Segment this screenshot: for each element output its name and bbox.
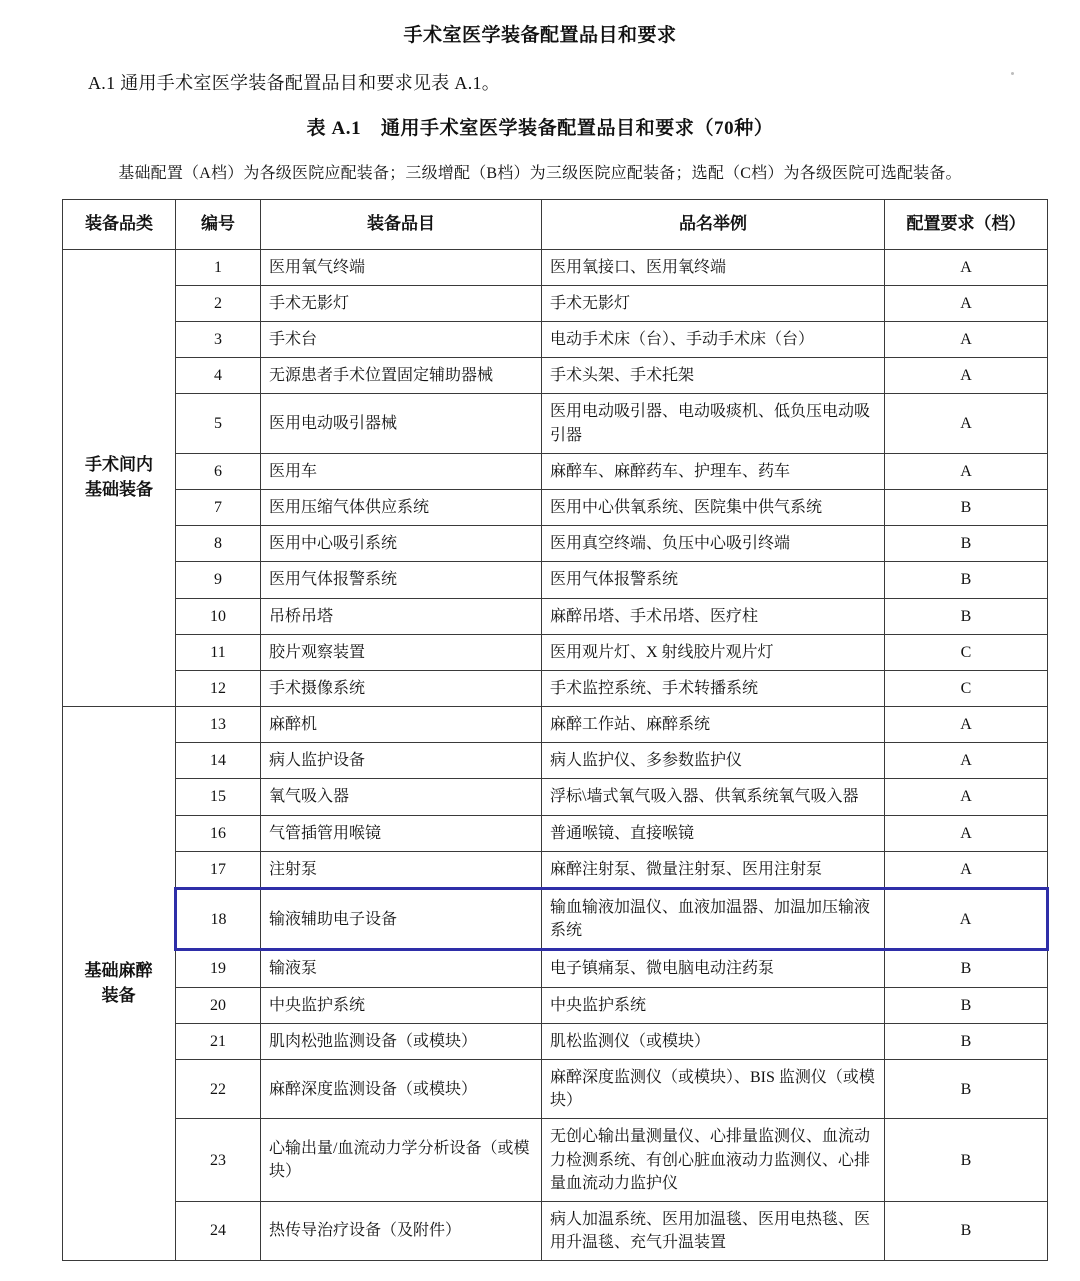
cell-number: 16 [176,815,261,851]
cell-item: 医用电动吸引器械 [261,394,542,453]
table-row [63,562,1048,598]
equipment-table [62,199,1049,1261]
cell-number: 4 [176,358,261,394]
cell-item: 吊桥吊塔 [261,598,542,634]
cell-requirement: B [885,987,1048,1023]
cell-number: 9 [176,562,261,598]
cell-requirement: A [885,707,1048,743]
table-row-highlighted [63,889,1048,950]
table-row [63,598,1048,634]
cell-example: 病人加温系统、医用加温毯、医用电热毯、医用升温毯、充气升温装置 [542,1201,885,1260]
cell-item: 注射泵 [261,851,542,888]
category-label-line2: 装备 [101,985,136,1005]
header-example: 品名举例 [542,200,885,250]
cell-number: 17 [176,851,261,888]
cell-requirement: B [885,598,1048,634]
cell-requirement: A [885,815,1048,851]
cell-item: 热传导治疗设备（及附件） [261,1201,542,1260]
cell-example: 麻醉吊塔、手术吊塔、医疗柱 [542,598,885,634]
cell-item: 中央监护系统 [261,987,542,1023]
table-header [63,200,1048,250]
table-row [63,394,1048,453]
cell-number: 18 [176,889,261,950]
cell-item: 手术台 [261,322,542,358]
cell-item: 医用中心吸引系统 [261,526,542,562]
cell-item: 输液泵 [261,950,542,987]
table-row [63,779,1048,815]
cell-example: 电动手术床（台）、手动手术床（台） [542,322,885,358]
header-item: 装备品目 [261,200,542,250]
page-dot-mark [1011,72,1014,75]
cell-requirement: B [885,526,1048,562]
cell-example: 手术头架、手术托架 [542,358,885,394]
table-row [63,815,1048,851]
cell-example: 麻醉深度监测仪（或模块）、BIS 监测仪（或模块） [542,1059,885,1118]
cell-number: 21 [176,1023,261,1059]
category-label-line2: 基础装备 [85,479,153,499]
cell-item: 医用车 [261,453,542,489]
cell-number: 13 [176,707,261,743]
cell-requirement: B [885,562,1048,598]
cell-example: 麻醉车、麻醉药车、护理车、药车 [542,453,885,489]
cell-item: 气管插管用喉镜 [261,815,542,851]
table-header-row [63,200,1048,250]
cell-example: 浮标\墙式氧气吸入器、供氧系统氧气吸入器 [542,779,885,815]
cell-item: 手术摄像系统 [261,670,542,706]
table-row [63,358,1048,394]
cell-number: 24 [176,1201,261,1260]
cell-example: 手术无影灯 [542,285,885,321]
cell-number: 10 [176,598,261,634]
cell-item: 输液辅助电子设备 [261,889,542,950]
table-row [63,670,1048,706]
table-row [63,1201,1048,1260]
table-row [63,453,1048,489]
category-cell-group-1 [63,707,176,1261]
cell-number: 12 [176,670,261,706]
cell-example: 医用观片灯、X 射线胶片观片灯 [542,634,885,670]
cell-number: 11 [176,634,261,670]
cell-number: 22 [176,1059,261,1118]
table-row [63,950,1048,987]
cell-requirement: A [885,322,1048,358]
cell-requirement: A [885,779,1048,815]
table-row [63,249,1048,285]
table-row [63,526,1048,562]
cell-number: 7 [176,489,261,525]
cell-requirement: B [885,1059,1048,1118]
header-category: 装备品类 [63,200,176,250]
table-row [63,1119,1048,1202]
clause-paragraph: A.1 通用手术室医学装备配置品目和要求见表 A.1。 [88,73,501,93]
cell-item: 麻醉机 [261,707,542,743]
category-label-line1: 手术间内 [85,455,153,475]
table-row [63,489,1048,525]
cell-requirement: B [885,1201,1048,1260]
cell-item: 无源患者手术位置固定辅助器械 [261,358,542,394]
cell-item: 心输出量/血流动力学分析设备（或模块） [261,1119,542,1202]
cell-requirement: B [885,1023,1048,1059]
table-row [63,743,1048,779]
table-row [63,285,1048,321]
cell-example: 手术监控系统、手术转播系统 [542,670,885,706]
cell-example: 电子镇痛泵、微电脑电动注药泵 [542,950,885,987]
cell-item: 医用压缩气体供应系统 [261,489,542,525]
cell-requirement: A [885,358,1048,394]
cell-number: 14 [176,743,261,779]
header-requirement: 配置要求（档） [885,200,1048,250]
cell-number: 23 [176,1119,261,1202]
cell-example: 医用电动吸引器、电动吸痰机、低负压电动吸引器 [542,394,885,453]
cell-number: 3 [176,322,261,358]
table-row [63,707,1048,743]
cell-number: 2 [176,285,261,321]
cell-requirement: A [885,851,1048,888]
cell-example: 普通喉镜、直接喉镜 [542,815,885,851]
cell-item: 氧气吸入器 [261,779,542,815]
cell-requirement: A [885,249,1048,285]
cell-requirement: B [885,489,1048,525]
cell-requirement: C [885,670,1048,706]
cell-number: 19 [176,950,261,987]
cell-requirement: C [885,634,1048,670]
cell-item: 医用气体报警系统 [261,562,542,598]
cell-item: 病人监护设备 [261,743,542,779]
cell-number: 1 [176,249,261,285]
category-cell-group-0 [63,249,176,706]
cell-number: 20 [176,987,261,1023]
cell-example: 病人监护仪、多参数监护仪 [542,743,885,779]
table-row [63,851,1048,888]
cell-example: 中央监护系统 [542,987,885,1023]
cell-example: 麻醉工作站、麻醉系统 [542,707,885,743]
cell-example: 输血输液加温仪、血液加温器、加温加压输液系统 [542,889,885,950]
cell-number: 6 [176,453,261,489]
cell-requirement: B [885,1119,1048,1202]
cell-requirement: B [885,950,1048,987]
cell-requirement: A [885,285,1048,321]
cell-requirement: A [885,889,1048,950]
cell-number: 8 [176,526,261,562]
table-row [63,1059,1048,1118]
table-row [63,322,1048,358]
cell-example: 肌松监测仪（或模块） [542,1023,885,1059]
cell-example: 医用中心供氧系统、医院集中供气系统 [542,489,885,525]
cell-item: 手术无影灯 [261,285,542,321]
cell-example: 麻醉注射泵、微量注射泵、医用注射泵 [542,851,885,888]
cell-requirement: A [885,743,1048,779]
cell-example: 医用氧接口、医用氧终端 [542,249,885,285]
cell-item: 胶片观察装置 [261,634,542,670]
cell-number: 15 [176,779,261,815]
cell-requirement: A [885,394,1048,453]
cell-item: 肌肉松弛监测设备（或模块） [261,1023,542,1059]
category-label-line1: 基础麻醉 [84,961,153,981]
table-row [63,634,1048,670]
table-caption: 表 A.1 通用手术室医学装备配置品目和要求（70种） [306,118,774,139]
cell-example: 无创心输出量测量仪、心排量监测仪、血流动力检测系统、有创心脏血液动力监测仪、心排量血流动力监护仪 [542,1119,885,1202]
cell-example: 医用气体报警系统 [542,562,885,598]
configuration-note: 基础配置（A档）为各级医院应配装备；三级增配（B档）为三级医院应配装备；选配（C档）为各级医院可选配装备。 [118,165,962,182]
cell-requirement: A [885,453,1048,489]
page-title: 手术室医学装备配置品目和要求 [403,25,677,46]
cell-item: 医用氧气终端 [261,249,542,285]
header-number: 编号 [176,200,261,250]
table-body [63,249,1048,1261]
table-row [63,1023,1048,1059]
cell-number: 5 [176,394,261,453]
table-row [63,987,1048,1023]
cell-item: 麻醉深度监测设备（或模块） [261,1059,542,1118]
cell-example: 医用真空终端、负压中心吸引终端 [542,526,885,562]
